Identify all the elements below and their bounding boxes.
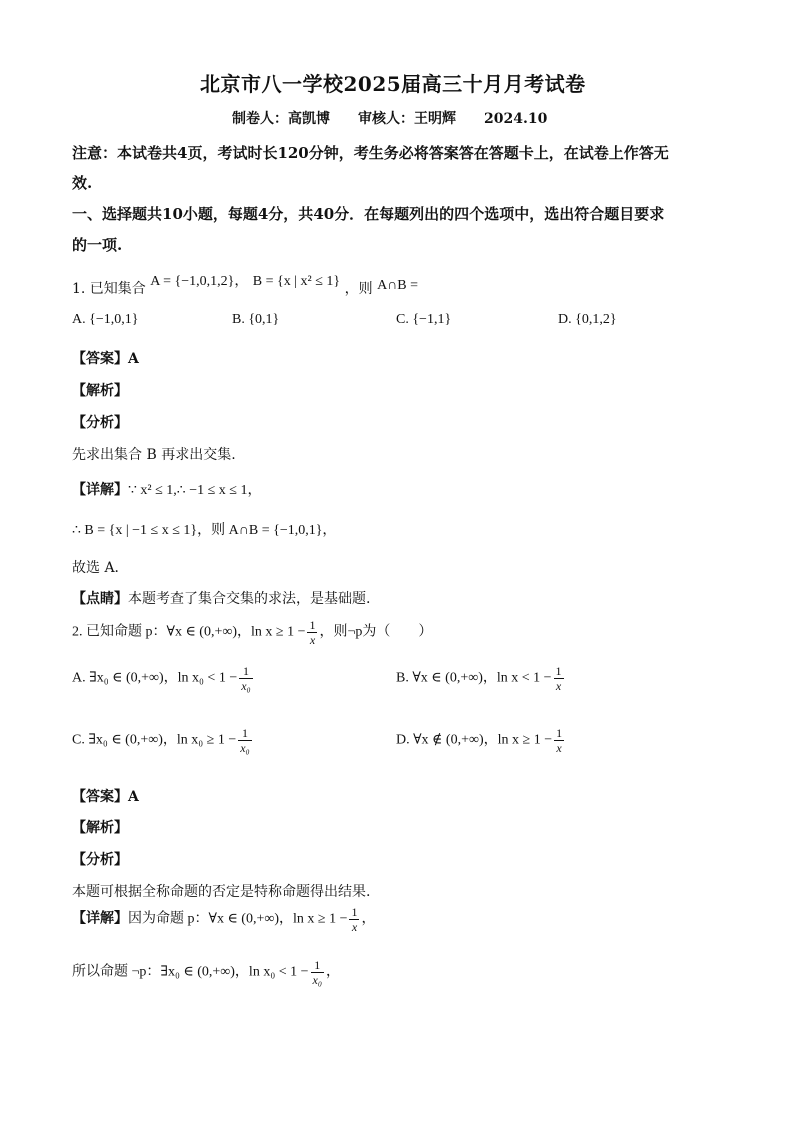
q1-dianjing-tag: 【点睛】 xyxy=(72,591,128,607)
q2-option-a-fraction xyxy=(239,664,253,693)
section-heading-line-2: 的一项. xyxy=(72,236,123,254)
q1-detail-tag: 【详解】 xyxy=(72,482,128,498)
q2-stem-tail: ，则¬p为（ ） xyxy=(319,624,433,640)
fraction-numerator: 1 xyxy=(311,958,325,973)
q2-negation-fraction xyxy=(311,958,325,987)
q2-negation-line xyxy=(72,958,340,987)
q1-dianjing xyxy=(72,588,370,608)
section-heading-line-1: 一、选择题共10小题，每题4分，共40分．在每题列出的四个选项中，选出符合题目要求 xyxy=(72,205,665,223)
q2-option-b-text: B. ∀x ∈ (0,+∞)，ln x < 1 − xyxy=(396,670,552,686)
page-title: 北京市八一学校2025届高三十月月考试卷 xyxy=(200,72,586,96)
q1-set-b: B = {x | x² ≤ 1} xyxy=(252,274,341,289)
fraction-denominator: x xyxy=(351,920,358,934)
q1-fenxi: 【分析】 xyxy=(72,415,128,431)
fraction-denominator: x xyxy=(309,633,316,647)
fraction-numerator: 1 xyxy=(556,726,563,740)
q1-stem-suffix: ，则 xyxy=(344,281,373,297)
fraction-denominator: x xyxy=(555,679,562,693)
q2-fenxi: 【分析】 xyxy=(72,852,128,868)
q1-detail xyxy=(72,479,261,499)
q2-option-d xyxy=(396,726,566,755)
q1-stem-prefix: 1. 已知集合 xyxy=(72,281,146,297)
q2-option-b-fraction xyxy=(554,664,564,693)
q2-option-b xyxy=(396,664,566,693)
q2-detail-text: 因为命题 p：∀x ∈ (0,+∞)，ln x ≥ 1 − xyxy=(128,911,348,927)
fraction-numerator: 1 xyxy=(555,664,562,678)
q2-option-c-text: C. ∃x₀ ∈ (0,+∞)，ln x₀ ≥ 1 − xyxy=(72,732,237,748)
q1-stem xyxy=(72,274,419,298)
q2-negation-text: 所以命题 ¬p：∃x₀ ∈ (0,+∞)，ln x₀ < 1 − xyxy=(72,964,309,980)
q2-option-d-fraction xyxy=(554,726,564,755)
q2-negation-tail: ， xyxy=(326,964,340,980)
q1-jiexi: 【解析】 xyxy=(72,383,128,399)
q2-option-c xyxy=(72,726,254,755)
fraction-numerator: 1 xyxy=(239,664,253,679)
q1-option-d: D. {0,1,2} xyxy=(558,312,617,327)
q2-answer: 【答案】A xyxy=(72,789,139,805)
author-line: 制卷人：高凯博 审核人：王明辉 2024.10 xyxy=(232,111,548,127)
q1-detail-text: ∵ x² ≤ 1,∴ −1 ≤ x ≤ 1， xyxy=(128,483,262,498)
q1-choose: 故选 A． xyxy=(72,560,129,576)
q2-stem xyxy=(72,618,432,647)
notice-line-2: 效. xyxy=(72,174,93,192)
q1-option-c: C. {−1,1} xyxy=(396,312,452,327)
q2-detail xyxy=(72,905,375,934)
fraction-numerator: 1 xyxy=(238,726,252,741)
q2-option-a xyxy=(72,664,255,693)
q1-option-b: B. {0,1} xyxy=(232,312,280,327)
q1-dianjing-text: 本题考查了集合交集的求法，是基础题. xyxy=(128,591,371,607)
q2-option-c-fraction xyxy=(238,726,252,755)
fraction-denominator: x₀ xyxy=(240,741,250,755)
q2-stem-fraction xyxy=(307,618,317,647)
fraction-denominator: x xyxy=(556,741,562,755)
q2-jiexi: 【解析】 xyxy=(72,820,128,836)
fraction-numerator: 1 xyxy=(309,618,316,632)
notice-line-1: 注意：本试卷共4页，考试时长120分钟，考生务必将答案答在答题卡上，在试卷上作答无 xyxy=(72,144,669,162)
q2-detail-fraction xyxy=(349,905,359,934)
fraction-denominator: x₀ xyxy=(312,973,322,987)
q1-fenxi-text: 先求出集合 B 再求出交集. xyxy=(72,447,236,463)
fraction-denominator: x₀ xyxy=(241,679,251,693)
q1-answer: 【答案】A xyxy=(72,351,139,367)
q2-fenxi-text: 本题可根据全称命题的否定是特称命题得出结果. xyxy=(72,884,371,900)
q1-option-a: A. {−1,0,1} xyxy=(72,312,139,327)
q1-set-a: A = {−1,0,1,2}， xyxy=(150,274,249,289)
q2-detail-tag: 【详解】 xyxy=(72,911,128,927)
q1-result-line: ∴ B = {x | −1 ≤ x ≤ 1}，则 A∩B = {−1,0,1}， xyxy=(72,523,337,538)
fraction-numerator: 1 xyxy=(351,905,358,919)
q1-ask: A∩B = xyxy=(377,278,419,293)
q2-stem-text: 2. 已知命题 p：∀x ∈ (0,+∞)，ln x ≥ 1 − xyxy=(72,624,306,640)
q2-option-d-text: D. ∀x ∉ (0,+∞)，ln x ≥ 1 − xyxy=(396,732,553,748)
q2-option-a-text: A. ∃x₀ ∈ (0,+∞)，ln x₀ < 1 − xyxy=(72,670,238,686)
q2-detail-tail: ， xyxy=(361,911,376,927)
